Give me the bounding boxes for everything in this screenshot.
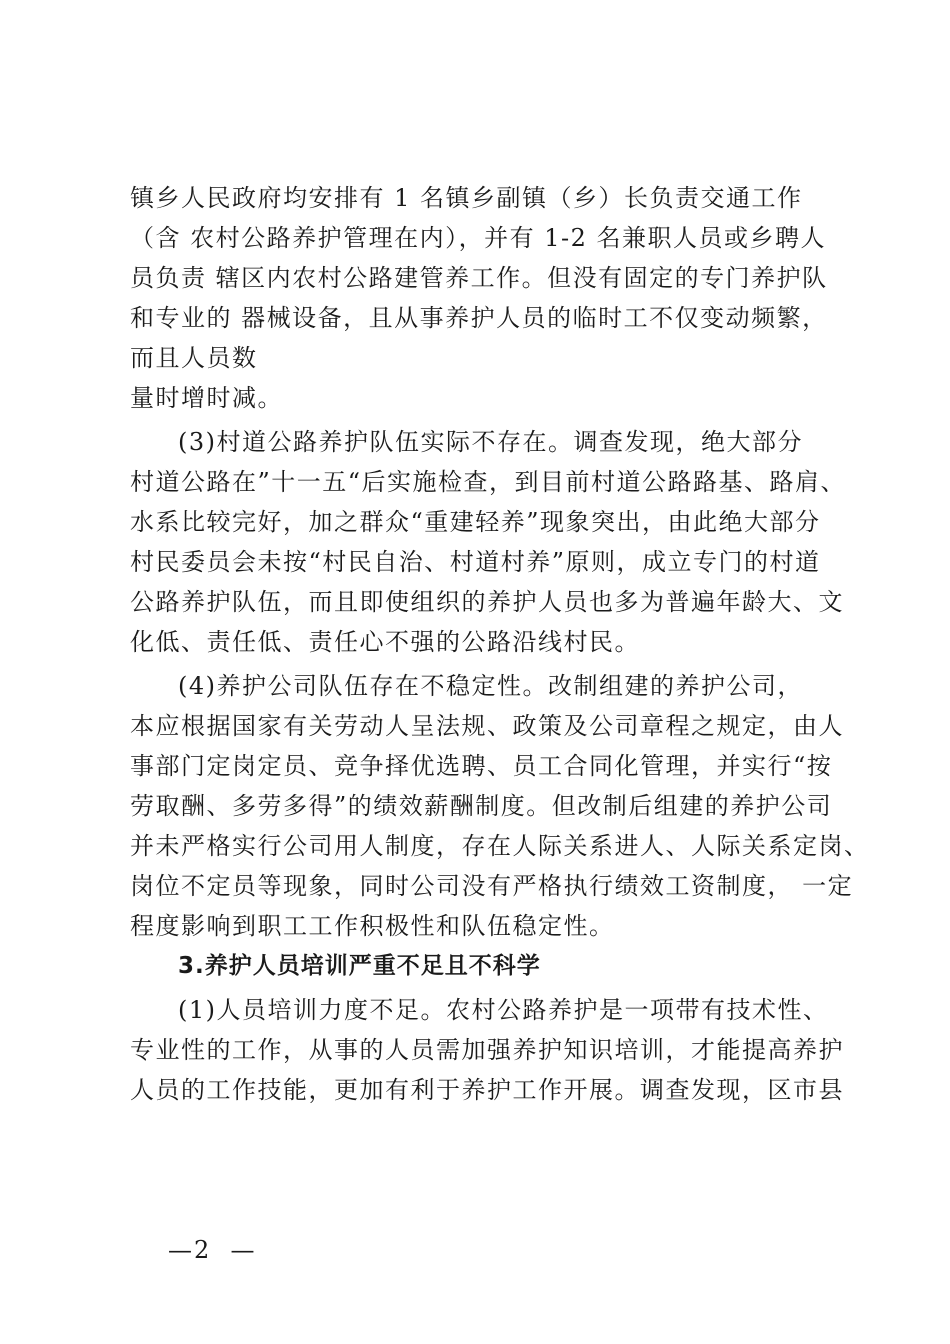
page-number: —2 — <box>168 1236 257 1264</box>
text-line: 员负责 辖区内农村公路建管养工作。但没有固定的专门养护队 <box>130 264 828 292</box>
text-line: 专业性的工作，从事的人员需加强养护知识培训，才能提高养护 <box>130 1036 844 1064</box>
text-line: (1)人员培训力度不足。农村公路养护是一项带有技术性、 <box>178 996 829 1024</box>
paragraph-1 <box>130 178 830 418</box>
paragraph-3 <box>130 666 870 946</box>
text-line: (4)养护公司队伍存在不稳定性。改制组建的养护公司， <box>178 672 803 700</box>
text-line: 事部门定岗定员、竞争择优选聘、员工合同化管理，并实行“按 <box>130 752 833 780</box>
text-line: 化低、责任低、责任心不强的公路沿线村民。 <box>130 628 640 656</box>
text-line: 村道公路在”十一五“后实施检查，到目前村道公路路基、路肩、 <box>130 468 847 496</box>
paragraph-4 <box>130 990 844 1110</box>
text-line: 量时增时减。 <box>130 384 283 412</box>
text-line: (3)村道公路养护队伍实际不存在。调查发现，绝大部分 <box>178 428 803 456</box>
text-line: 水系比较完好，加之群众“重建轻养”现象突出，由此绝大部分 <box>130 508 821 536</box>
text-line: （含 农村公路养护管理在内），并有 1-2 名兼职人员或乡聘人 <box>130 224 827 252</box>
text-line: 镇乡人民政府均安排有 1 名镇乡副镇（乡）长负责交通工作 <box>130 184 803 212</box>
text-line: 岗位不定员等现象，同时公司没有严格执行绩效工资制度， 一定 <box>130 872 854 900</box>
text-line: 并未严格实行公司用人制度，存在人际关系进人、人际关系定岗、 <box>130 832 870 860</box>
text-line: 公路养护队伍，而且即使组织的养护人员也多为普遍年龄大、文 <box>130 588 844 616</box>
section-heading: 3.养护人员培训严重不足且不科学 <box>178 953 541 979</box>
text-line: 劳取酬、多劳多得”的绩效薪酬制度。但改制后组建的养护公司 <box>130 792 833 820</box>
text-line: 和专业的 器械设备，且从事养护人员的临时工不仅变动频繁， <box>130 304 828 332</box>
text-line: 本应根据国家有关劳动人呈法规、政策及公司章程之规定，由人 <box>130 712 844 740</box>
paragraph-2 <box>130 422 847 662</box>
text-line: 程度影响到职工工作积极性和队伍稳定性。 <box>130 912 615 940</box>
text-line: 村民委员会未按“村民自治、村道村养”原则，成立专门的村道 <box>130 548 821 576</box>
text-line: 而且人员数 <box>130 344 258 372</box>
text-line: 人员的工作技能，更加有利于养护工作开展。调查发现，区市县 <box>130 1076 844 1104</box>
document-body <box>130 178 870 1110</box>
